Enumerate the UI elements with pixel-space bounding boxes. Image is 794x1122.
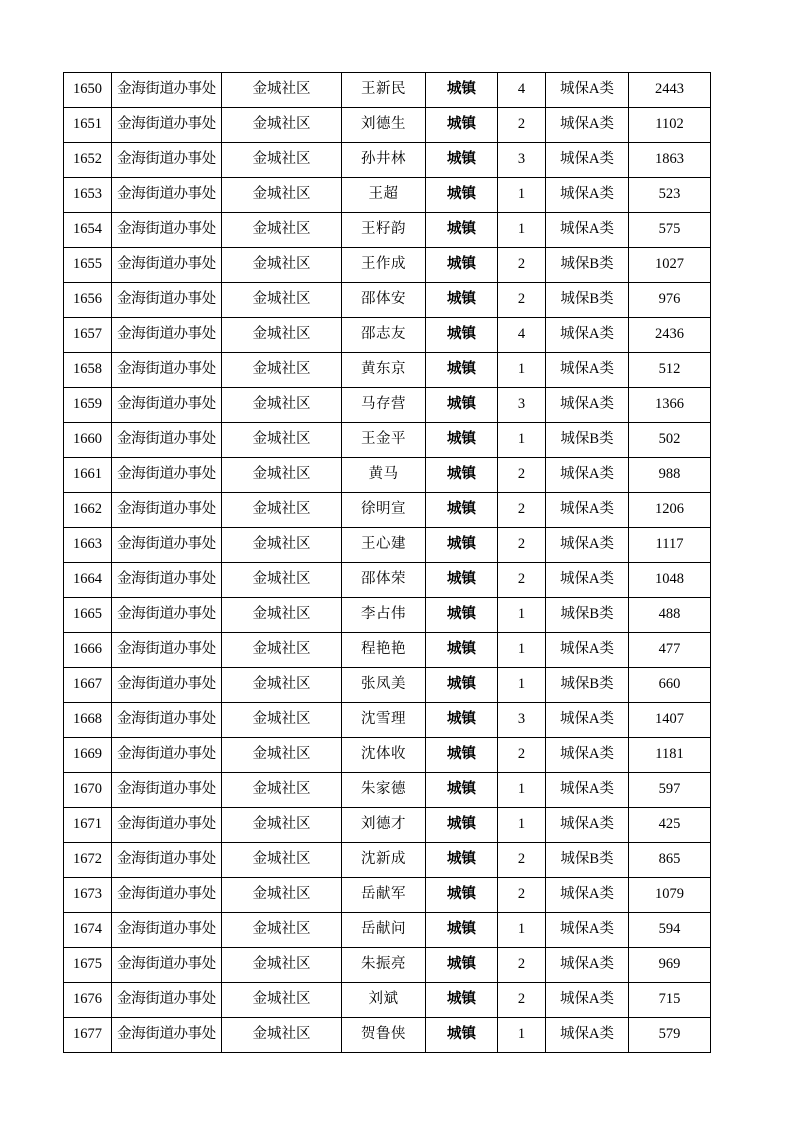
- cell-office: 金海街道办事处: [112, 108, 222, 143]
- cell-category: 城保B类: [546, 423, 629, 458]
- cell-people-count: 1: [498, 178, 546, 213]
- cell-people-count: 1: [498, 668, 546, 703]
- row-index: 1676: [64, 983, 112, 1018]
- table-row: [64, 493, 711, 528]
- cell-amount: 1181: [629, 738, 711, 773]
- cell-office: 金海街道办事处: [112, 598, 222, 633]
- cell-office: 金海街道办事处: [112, 318, 222, 353]
- cell-amount: 1407: [629, 703, 711, 738]
- cell-amount: 2436: [629, 318, 711, 353]
- cell-amount: 502: [629, 423, 711, 458]
- cell-category: 城保B类: [546, 598, 629, 633]
- cell-people-count: 2: [498, 528, 546, 563]
- cell-community: 金城社区: [222, 73, 342, 108]
- cell-amount: 976: [629, 283, 711, 318]
- cell-community: 金城社区: [222, 108, 342, 143]
- cell-household-type: 城镇: [426, 773, 498, 808]
- row-index: 1656: [64, 283, 112, 318]
- row-index: 1659: [64, 388, 112, 423]
- table-row: [64, 773, 711, 808]
- cell-name: 邵体荣: [342, 563, 426, 598]
- cell-category: 城保A类: [546, 703, 629, 738]
- cell-amount: 715: [629, 983, 711, 1018]
- table-row: [64, 1018, 711, 1053]
- cell-category: 城保B类: [546, 843, 629, 878]
- cell-community: 金城社区: [222, 983, 342, 1018]
- table-row: [64, 108, 711, 143]
- table-row: [64, 843, 711, 878]
- cell-community: 金城社区: [222, 913, 342, 948]
- cell-amount: 597: [629, 773, 711, 808]
- cell-name: 黄东京: [342, 353, 426, 388]
- cell-amount: 1366: [629, 388, 711, 423]
- row-index: 1666: [64, 633, 112, 668]
- row-index: 1673: [64, 878, 112, 913]
- table-row: [64, 388, 711, 423]
- cell-office: 金海街道办事处: [112, 283, 222, 318]
- row-index: 1668: [64, 703, 112, 738]
- row-index: 1654: [64, 213, 112, 248]
- cell-household-type: 城镇: [426, 493, 498, 528]
- cell-community: 金城社区: [222, 283, 342, 318]
- table-row: [64, 913, 711, 948]
- cell-people-count: 2: [498, 283, 546, 318]
- table-row: [64, 73, 711, 108]
- cell-office: 金海街道办事处: [112, 1018, 222, 1053]
- cell-household-type: 城镇: [426, 108, 498, 143]
- table-row: [64, 318, 711, 353]
- cell-amount: 1079: [629, 878, 711, 913]
- cell-household-type: 城镇: [426, 388, 498, 423]
- cell-category: 城保B类: [546, 283, 629, 318]
- cell-community: 金城社区: [222, 318, 342, 353]
- cell-community: 金城社区: [222, 248, 342, 283]
- cell-people-count: 4: [498, 318, 546, 353]
- cell-community: 金城社区: [222, 773, 342, 808]
- cell-office: 金海街道办事处: [112, 353, 222, 388]
- cell-amount: 988: [629, 458, 711, 493]
- cell-people-count: 2: [498, 458, 546, 493]
- cell-category: 城保A类: [546, 388, 629, 423]
- cell-household-type: 城镇: [426, 983, 498, 1018]
- cell-people-count: 3: [498, 143, 546, 178]
- cell-office: 金海街道办事处: [112, 703, 222, 738]
- cell-office: 金海街道办事处: [112, 73, 222, 108]
- cell-name: 王超: [342, 178, 426, 213]
- cell-amount: 2443: [629, 73, 711, 108]
- cell-people-count: 1: [498, 633, 546, 668]
- cell-amount: 660: [629, 668, 711, 703]
- cell-category: 城保B类: [546, 668, 629, 703]
- beneficiary-table: [63, 72, 711, 1053]
- cell-community: 金城社区: [222, 703, 342, 738]
- cell-name: 王心建: [342, 528, 426, 563]
- cell-community: 金城社区: [222, 493, 342, 528]
- cell-household-type: 城镇: [426, 878, 498, 913]
- cell-people-count: 2: [498, 563, 546, 598]
- cell-household-type: 城镇: [426, 633, 498, 668]
- cell-name: 张凤美: [342, 668, 426, 703]
- cell-name: 刘德才: [342, 808, 426, 843]
- cell-community: 金城社区: [222, 528, 342, 563]
- cell-office: 金海街道办事处: [112, 213, 222, 248]
- cell-amount: 575: [629, 213, 711, 248]
- table-row: [64, 423, 711, 458]
- cell-office: 金海街道办事处: [112, 808, 222, 843]
- table-row: [64, 283, 711, 318]
- row-index: 1677: [64, 1018, 112, 1053]
- cell-household-type: 城镇: [426, 703, 498, 738]
- cell-office: 金海街道办事处: [112, 493, 222, 528]
- cell-office: 金海街道办事处: [112, 178, 222, 213]
- cell-community: 金城社区: [222, 178, 342, 213]
- cell-amount: 477: [629, 633, 711, 668]
- table-row: [64, 703, 711, 738]
- cell-category: 城保B类: [546, 248, 629, 283]
- cell-household-type: 城镇: [426, 948, 498, 983]
- cell-category: 城保A类: [546, 563, 629, 598]
- cell-community: 金城社区: [222, 563, 342, 598]
- row-index: 1660: [64, 423, 112, 458]
- table-row: [64, 738, 711, 773]
- cell-office: 金海街道办事处: [112, 143, 222, 178]
- cell-name: 刘德生: [342, 108, 426, 143]
- cell-amount: 865: [629, 843, 711, 878]
- cell-community: 金城社区: [222, 843, 342, 878]
- table-body: [64, 73, 711, 1053]
- cell-household-type: 城镇: [426, 738, 498, 773]
- row-index: 1650: [64, 73, 112, 108]
- cell-community: 金城社区: [222, 878, 342, 913]
- cell-community: 金城社区: [222, 458, 342, 493]
- cell-household-type: 城镇: [426, 248, 498, 283]
- table-row: [64, 948, 711, 983]
- row-index: 1652: [64, 143, 112, 178]
- cell-name: 王新民: [342, 73, 426, 108]
- row-index: 1651: [64, 108, 112, 143]
- cell-people-count: 2: [498, 983, 546, 1018]
- table-row: [64, 353, 711, 388]
- cell-category: 城保A类: [546, 1018, 629, 1053]
- table-row: [64, 178, 711, 213]
- cell-people-count: 1: [498, 773, 546, 808]
- cell-amount: 1048: [629, 563, 711, 598]
- cell-community: 金城社区: [222, 213, 342, 248]
- row-index: 1664: [64, 563, 112, 598]
- cell-name: 邵志友: [342, 318, 426, 353]
- cell-household-type: 城镇: [426, 668, 498, 703]
- row-index: 1662: [64, 493, 112, 528]
- cell-name: 王作成: [342, 248, 426, 283]
- cell-household-type: 城镇: [426, 318, 498, 353]
- table-row: [64, 213, 711, 248]
- cell-name: 岳献问: [342, 913, 426, 948]
- cell-people-count: 2: [498, 878, 546, 913]
- cell-amount: 969: [629, 948, 711, 983]
- beneficiary-table-container: [63, 72, 710, 1053]
- cell-people-count: 1: [498, 213, 546, 248]
- table-row: [64, 528, 711, 563]
- row-index: 1653: [64, 178, 112, 213]
- cell-category: 城保A类: [546, 143, 629, 178]
- row-index: 1655: [64, 248, 112, 283]
- cell-community: 金城社区: [222, 738, 342, 773]
- cell-name: 孙井林: [342, 143, 426, 178]
- cell-office: 金海街道办事处: [112, 528, 222, 563]
- cell-office: 金海街道办事处: [112, 248, 222, 283]
- cell-people-count: 2: [498, 948, 546, 983]
- cell-name: 沈体收: [342, 738, 426, 773]
- cell-household-type: 城镇: [426, 213, 498, 248]
- cell-household-type: 城镇: [426, 1018, 498, 1053]
- cell-people-count: 2: [498, 493, 546, 528]
- cell-office: 金海街道办事处: [112, 983, 222, 1018]
- cell-amount: 425: [629, 808, 711, 843]
- cell-amount: 512: [629, 353, 711, 388]
- cell-household-type: 城镇: [426, 423, 498, 458]
- cell-office: 金海街道办事处: [112, 948, 222, 983]
- cell-amount: 579: [629, 1018, 711, 1053]
- cell-category: 城保A类: [546, 808, 629, 843]
- row-index: 1661: [64, 458, 112, 493]
- cell-amount: 1206: [629, 493, 711, 528]
- cell-name: 岳献军: [342, 878, 426, 913]
- cell-office: 金海街道办事处: [112, 633, 222, 668]
- cell-people-count: 2: [498, 738, 546, 773]
- cell-household-type: 城镇: [426, 913, 498, 948]
- row-index: 1658: [64, 353, 112, 388]
- row-index: 1669: [64, 738, 112, 773]
- cell-category: 城保A类: [546, 73, 629, 108]
- cell-household-type: 城镇: [426, 178, 498, 213]
- cell-people-count: 4: [498, 73, 546, 108]
- cell-office: 金海街道办事处: [112, 458, 222, 493]
- row-index: 1674: [64, 913, 112, 948]
- cell-community: 金城社区: [222, 668, 342, 703]
- cell-amount: 1027: [629, 248, 711, 283]
- cell-name: 程艳艳: [342, 633, 426, 668]
- table-row: [64, 983, 711, 1018]
- row-index: 1671: [64, 808, 112, 843]
- cell-amount: 488: [629, 598, 711, 633]
- cell-office: 金海街道办事处: [112, 913, 222, 948]
- cell-office: 金海街道办事处: [112, 878, 222, 913]
- cell-name: 邵体安: [342, 283, 426, 318]
- cell-office: 金海街道办事处: [112, 843, 222, 878]
- cell-office: 金海街道办事处: [112, 563, 222, 598]
- cell-community: 金城社区: [222, 808, 342, 843]
- cell-amount: 1863: [629, 143, 711, 178]
- cell-office: 金海街道办事处: [112, 388, 222, 423]
- cell-amount: 1117: [629, 528, 711, 563]
- cell-category: 城保A类: [546, 213, 629, 248]
- cell-community: 金城社区: [222, 353, 342, 388]
- cell-name: 贺鲁侠: [342, 1018, 426, 1053]
- cell-category: 城保A类: [546, 633, 629, 668]
- cell-category: 城保A类: [546, 458, 629, 493]
- cell-household-type: 城镇: [426, 598, 498, 633]
- cell-category: 城保A类: [546, 178, 629, 213]
- cell-community: 金城社区: [222, 598, 342, 633]
- cell-category: 城保A类: [546, 528, 629, 563]
- table-row: [64, 143, 711, 178]
- cell-category: 城保A类: [546, 983, 629, 1018]
- cell-category: 城保A类: [546, 353, 629, 388]
- cell-people-count: 3: [498, 703, 546, 738]
- cell-name: 李占伟: [342, 598, 426, 633]
- cell-people-count: 3: [498, 388, 546, 423]
- row-index: 1657: [64, 318, 112, 353]
- cell-household-type: 城镇: [426, 808, 498, 843]
- cell-community: 金城社区: [222, 143, 342, 178]
- cell-name: 朱家德: [342, 773, 426, 808]
- row-index: 1675: [64, 948, 112, 983]
- table-row: [64, 458, 711, 493]
- cell-name: 王籽韵: [342, 213, 426, 248]
- cell-name: 黄马: [342, 458, 426, 493]
- cell-people-count: 1: [498, 808, 546, 843]
- cell-people-count: 1: [498, 598, 546, 633]
- row-index: 1667: [64, 668, 112, 703]
- table-row: [64, 668, 711, 703]
- cell-category: 城保A类: [546, 773, 629, 808]
- cell-people-count: 1: [498, 423, 546, 458]
- cell-people-count: 1: [498, 1018, 546, 1053]
- row-index: 1670: [64, 773, 112, 808]
- cell-name: 王金平: [342, 423, 426, 458]
- cell-people-count: 1: [498, 913, 546, 948]
- cell-category: 城保A类: [546, 948, 629, 983]
- cell-category: 城保A类: [546, 318, 629, 353]
- cell-amount: 523: [629, 178, 711, 213]
- cell-name: 徐明宣: [342, 493, 426, 528]
- row-index: 1663: [64, 528, 112, 563]
- cell-household-type: 城镇: [426, 143, 498, 178]
- cell-household-type: 城镇: [426, 563, 498, 598]
- cell-people-count: 2: [498, 248, 546, 283]
- cell-name: 朱振亮: [342, 948, 426, 983]
- cell-office: 金海街道办事处: [112, 773, 222, 808]
- cell-people-count: 2: [498, 108, 546, 143]
- table-row: [64, 598, 711, 633]
- cell-name: 刘斌: [342, 983, 426, 1018]
- cell-household-type: 城镇: [426, 353, 498, 388]
- table-row: [64, 878, 711, 913]
- table-row: [64, 248, 711, 283]
- cell-community: 金城社区: [222, 948, 342, 983]
- table-row: [64, 633, 711, 668]
- table-row: [64, 563, 711, 598]
- table-row: [64, 808, 711, 843]
- cell-community: 金城社区: [222, 1018, 342, 1053]
- cell-name: 沈新成: [342, 843, 426, 878]
- cell-people-count: 2: [498, 843, 546, 878]
- cell-community: 金城社区: [222, 423, 342, 458]
- cell-name: 马存营: [342, 388, 426, 423]
- cell-amount: 594: [629, 913, 711, 948]
- cell-office: 金海街道办事处: [112, 423, 222, 458]
- cell-amount: 1102: [629, 108, 711, 143]
- cell-category: 城保A类: [546, 913, 629, 948]
- cell-community: 金城社区: [222, 388, 342, 423]
- cell-name: 沈雪理: [342, 703, 426, 738]
- cell-office: 金海街道办事处: [112, 738, 222, 773]
- cell-household-type: 城镇: [426, 528, 498, 563]
- cell-office: 金海街道办事处: [112, 668, 222, 703]
- cell-category: 城保A类: [546, 493, 629, 528]
- cell-household-type: 城镇: [426, 73, 498, 108]
- cell-category: 城保A类: [546, 878, 629, 913]
- cell-household-type: 城镇: [426, 283, 498, 318]
- row-index: 1672: [64, 843, 112, 878]
- cell-community: 金城社区: [222, 633, 342, 668]
- cell-category: 城保A类: [546, 108, 629, 143]
- cell-people-count: 1: [498, 353, 546, 388]
- row-index: 1665: [64, 598, 112, 633]
- cell-household-type: 城镇: [426, 843, 498, 878]
- cell-category: 城保A类: [546, 738, 629, 773]
- cell-household-type: 城镇: [426, 458, 498, 493]
